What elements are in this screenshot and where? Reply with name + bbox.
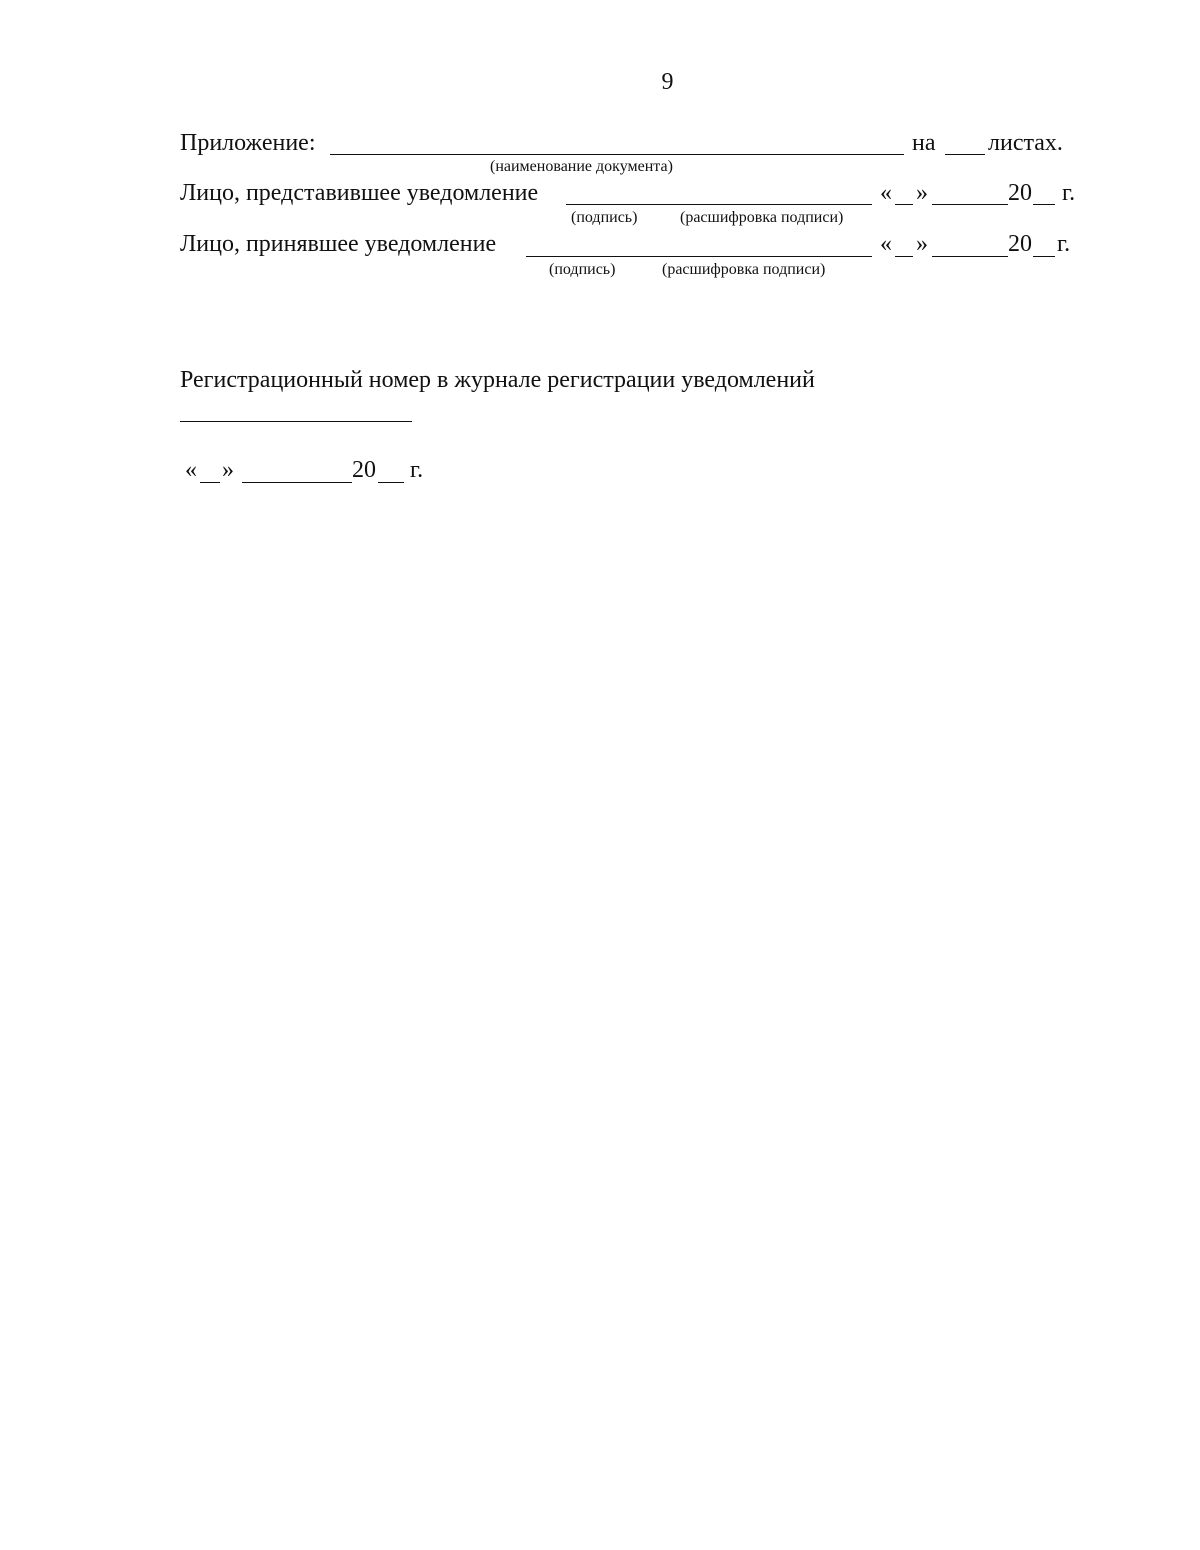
attachment-name-line[interactable] [330,154,904,155]
submitter-year-suffix: г. [1062,180,1076,206]
registration-quote-open: « [185,457,197,483]
page-number: 9 [661,69,674,95]
registration-year-line[interactable] [378,482,404,483]
submitter-signature-caption: (подпись) [571,209,638,226]
attachment-on-text: на [912,130,936,156]
receiver-year-line[interactable] [1033,256,1055,257]
receiver-day-line[interactable] [895,256,913,257]
submitter-day-line[interactable] [895,204,913,205]
receiver-quote-close: » [916,231,928,257]
submitter-decoding-caption: (расшифровка подписи) [680,209,844,226]
registration-year-suffix: г. [410,457,424,483]
submitter-signature-line[interactable] [566,204,872,205]
submitter-quote-close: » [916,180,928,206]
attachment-label: Приложение: [180,130,316,156]
receiver-year-suffix: г. [1057,231,1071,257]
receiver-signature-caption: (подпись) [549,261,616,278]
submitter-label: Лицо, представившее уведомление [180,180,539,206]
receiver-label: Лицо, принявшее уведомление [180,231,497,257]
receiver-signature-line[interactable] [526,256,872,257]
receiver-decoding-caption: (расшифровка подписи) [662,261,826,278]
receiver-year-prefix: 20 [1008,231,1032,257]
receiver-quote-open: « [880,231,892,257]
registration-quote-close: » [222,457,234,483]
submitter-quote-open: « [880,180,892,206]
attachment-sheets-text: листах. [988,130,1063,156]
registration-month-line[interactable] [242,482,352,483]
attachment-sheets-count-line[interactable] [945,154,985,155]
submitter-month-line[interactable] [932,204,1008,205]
attachment-name-caption: (наименование документа) [490,158,673,175]
submitter-year-prefix: 20 [1008,180,1032,206]
submitter-year-line[interactable] [1033,204,1055,205]
registration-number-line[interactable] [180,421,412,422]
registration-day-line[interactable] [200,482,220,483]
registration-year-prefix: 20 [352,457,376,483]
receiver-month-line[interactable] [932,256,1008,257]
registration-label: Регистрационный номер в журнале регистрации уведомлений [180,367,815,393]
